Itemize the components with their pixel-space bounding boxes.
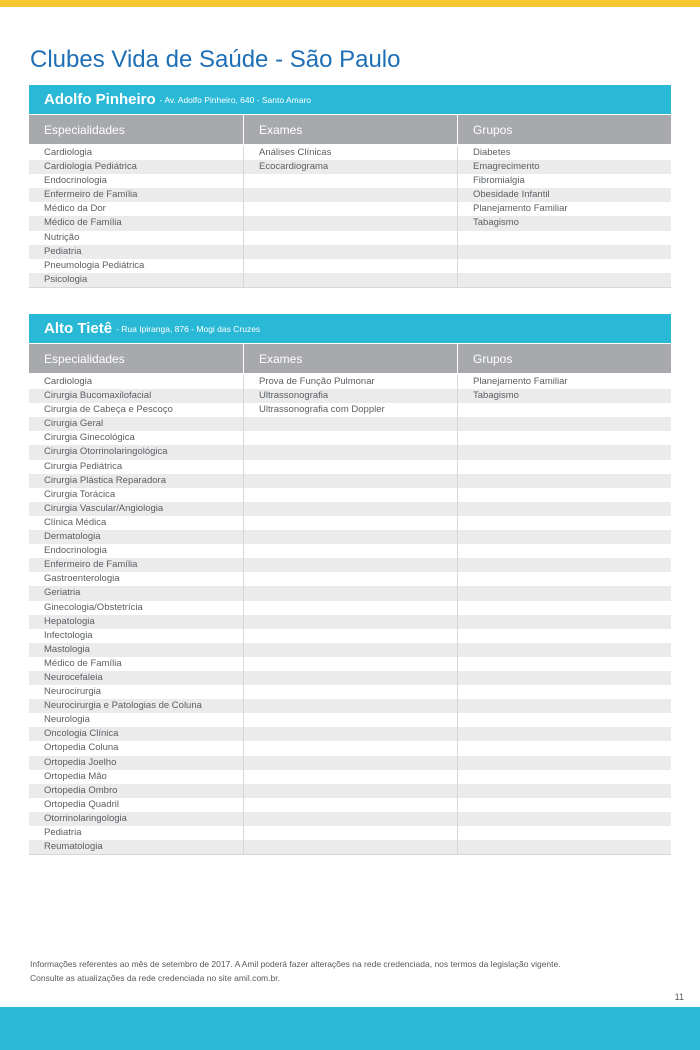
- cell-exame: [243, 741, 457, 755]
- cell-especialidade: Cirurgia Geral: [44, 418, 104, 430]
- cell-grupo: [457, 727, 671, 741]
- cell-exame: Ecocardiograma: [243, 160, 457, 174]
- cell-grupo: [457, 572, 671, 586]
- table-row: [29, 558, 671, 572]
- cell-especialidade: Endocrinologia: [44, 175, 107, 187]
- cell-grupo: [457, 713, 671, 727]
- table-row: [29, 657, 671, 671]
- table-row: [29, 812, 671, 826]
- cell-grupo: Planejamento Familiar: [457, 202, 671, 216]
- cell-especialidade: Médico de Família: [44, 217, 122, 229]
- table-body: [29, 146, 671, 287]
- cell-exame: [243, 188, 457, 202]
- clinic-section-adolfo-pinheiro: [29, 85, 671, 288]
- table-row: [29, 699, 671, 713]
- cell-grupo: [457, 671, 671, 685]
- cell-grupo: Obesidade Infantil: [457, 188, 671, 202]
- column-header-grupos: Grupos: [458, 115, 671, 144]
- table-row: [29, 417, 671, 431]
- cell-exame: [243, 586, 457, 600]
- table-row: [29, 474, 671, 488]
- cell-exame: [243, 727, 457, 741]
- cell-grupo: [457, 231, 671, 245]
- table-row: [29, 488, 671, 502]
- cell-exame: [243, 460, 457, 474]
- cell-exame: [243, 770, 457, 784]
- table-row: [29, 826, 671, 840]
- table-row: [29, 601, 671, 615]
- column-header-grupos: Grupos: [458, 344, 671, 373]
- cell-grupo: Diabetes: [457, 146, 671, 160]
- cell-grupo: [457, 460, 671, 474]
- table-row: [29, 259, 671, 273]
- cell-exame: [243, 231, 457, 245]
- cell-exame: [243, 417, 457, 431]
- cell-grupo: [457, 259, 671, 273]
- cell-exame: [243, 202, 457, 216]
- cell-especialidade: Neurocirurgia e Patologias de Coluna: [44, 700, 202, 712]
- cell-grupo: [457, 245, 671, 259]
- cell-grupo: [457, 643, 671, 657]
- cell-grupo: [457, 756, 671, 770]
- table-row: [29, 840, 671, 854]
- cell-grupo: [457, 445, 671, 459]
- clinic-name: Alto Tietê: [44, 320, 113, 337]
- cell-grupo: [457, 615, 671, 629]
- cell-exame: [243, 756, 457, 770]
- table-row: [29, 629, 671, 643]
- table-row: [29, 516, 671, 530]
- cell-exame: [243, 713, 457, 727]
- cell-especialidade: Clínica Médica: [44, 516, 107, 528]
- cell-especialidade: Hepatologia: [44, 615, 95, 627]
- cell-grupo: [457, 403, 671, 417]
- cell-grupo: [457, 273, 671, 287]
- table-row: [29, 174, 671, 188]
- cell-exame: [243, 216, 457, 230]
- cell-especialidade: Geriatria: [44, 587, 81, 599]
- cell-grupo: [457, 685, 671, 699]
- cell-exame: [243, 671, 457, 685]
- table-row: [29, 671, 671, 685]
- cell-exame: [243, 601, 457, 615]
- cell-grupo: [457, 544, 671, 558]
- cell-especialidade: Oncologia Clínica: [44, 728, 119, 740]
- table-row: [29, 202, 671, 216]
- cell-grupo: [457, 699, 671, 713]
- cell-especialidade: Enfermeiro de Família: [44, 189, 138, 201]
- cell-exame: [243, 784, 457, 798]
- table-body: [29, 375, 671, 854]
- cell-especialidade: Ortopedia Ombro: [44, 784, 118, 796]
- table-row: [29, 784, 671, 798]
- cell-grupo: Fibromialgia: [457, 174, 671, 188]
- cell-exame: [243, 474, 457, 488]
- cell-grupo: [457, 516, 671, 530]
- cell-exame: [243, 798, 457, 812]
- table-row: [29, 572, 671, 586]
- cell-grupo: [457, 601, 671, 615]
- column-header-exames: Exames: [244, 115, 457, 144]
- table-row: [29, 727, 671, 741]
- cell-grupo: Tabagismo: [457, 216, 671, 230]
- cell-exame: [243, 826, 457, 840]
- table-row: [29, 544, 671, 558]
- cell-grupo: [457, 629, 671, 643]
- cell-especialidade: Pediatria: [44, 245, 82, 257]
- cell-exame: [243, 245, 457, 259]
- cell-especialidade: Ortopedia Mão: [44, 770, 107, 782]
- cell-exame: [243, 572, 457, 586]
- cell-especialidade: Cirurgia Vascular/Angiologia: [44, 502, 164, 514]
- cell-grupo: [457, 812, 671, 826]
- cell-grupo: [457, 586, 671, 600]
- cell-grupo: [457, 431, 671, 445]
- cell-especialidade: Nutrição: [44, 231, 80, 243]
- cell-exame: [243, 629, 457, 643]
- cell-especialidade: Médico de Família: [44, 657, 122, 669]
- table-row: [29, 460, 671, 474]
- cell-exame: [243, 445, 457, 459]
- cell-exame: [243, 685, 457, 699]
- cell-exame: Análises Clínicas: [243, 146, 457, 160]
- cell-especialidade: Dermatologia: [44, 531, 101, 543]
- cell-especialidade: Neurocefaleia: [44, 671, 103, 683]
- cell-especialidade: Cardiologia Pediátrica: [44, 161, 137, 173]
- cell-especialidade: Infectologia: [44, 629, 93, 641]
- cell-grupo: [457, 417, 671, 431]
- column-header-exames: Exames: [244, 344, 457, 373]
- cell-exame: [243, 558, 457, 572]
- cell-grupo: [457, 798, 671, 812]
- cell-especialidade: Cardiologia: [44, 147, 93, 158]
- clinic-header: [29, 85, 671, 114]
- table-row: [29, 756, 671, 770]
- table-row: [29, 445, 671, 459]
- cell-especialidade: Mastologia: [44, 643, 90, 655]
- cell-especialidade: Ortopedia Coluna: [44, 742, 119, 754]
- cell-exame: [243, 544, 457, 558]
- cell-especialidade: Neurocirurgia: [44, 686, 102, 698]
- clinic-section-alto-tiete: [29, 314, 671, 855]
- cell-especialidade: Cirurgia de Cabeça e Pescoço: [44, 404, 173, 416]
- cell-grupo: [457, 840, 671, 854]
- cell-grupo: [457, 784, 671, 798]
- table-row: [29, 502, 671, 516]
- table-row: [29, 245, 671, 259]
- table-row: [29, 770, 671, 784]
- cell-grupo: [457, 770, 671, 784]
- table-row: [29, 713, 671, 727]
- cell-exame: [243, 615, 457, 629]
- table-row: [29, 273, 671, 287]
- cell-especialidade: Psicologia: [44, 273, 88, 285]
- cell-especialidade: Neurologia: [44, 714, 90, 726]
- table-header: [29, 115, 671, 144]
- bottom-brand-bar: [0, 1007, 700, 1050]
- table-row: [29, 741, 671, 755]
- cell-exame: Ultrassonografia: [243, 389, 457, 403]
- footer-note-line-2: Consulte as atualizações da rede credenciada no site amil.com.br.: [30, 973, 280, 983]
- cell-especialidade: Ortopedia Joelho: [44, 756, 117, 768]
- table-row: [29, 216, 671, 230]
- table-row: [29, 798, 671, 812]
- cell-especialidade: Cirurgia Plástica Reparadora: [44, 474, 166, 486]
- footer-note: [30, 957, 670, 985]
- cell-grupo: [457, 488, 671, 502]
- cell-especialidade: Enfermeiro de Família: [44, 559, 138, 571]
- table-row: [29, 530, 671, 544]
- cell-exame: [243, 699, 457, 713]
- clinic-address: - Av. Adolfo Pinheiro, 640 - Santo Amaro: [159, 94, 312, 105]
- cell-especialidade: Endocrinologia: [44, 545, 107, 557]
- cell-exame: [243, 259, 457, 273]
- top-accent-bar: [0, 0, 700, 7]
- cell-exame: [243, 174, 457, 188]
- table-row: [29, 403, 671, 417]
- clinic-header: [29, 314, 671, 343]
- cell-grupo: [457, 657, 671, 671]
- table-row: [29, 188, 671, 202]
- cell-especialidade: Cardiologia: [44, 376, 93, 387]
- clinic-address: - Rua Ipiranga, 876 - Mogi das Cruzes: [116, 323, 261, 334]
- cell-especialidade: Cirurgia Torácica: [44, 488, 116, 500]
- table-row: [29, 643, 671, 657]
- cell-grupo: [457, 741, 671, 755]
- column-header-especialidades: Especialidades: [29, 115, 243, 144]
- cell-exame: [243, 431, 457, 445]
- cell-exame: [243, 643, 457, 657]
- cell-especialidade: Médico da Dor: [44, 203, 106, 215]
- footer-note-line-1: Informações referentes ao mês de setembro de 2017. A Amil poderá fazer alterações na rede credenciada, nos termos da legislação vigente.: [30, 959, 561, 969]
- cell-grupo: Tabagismo: [457, 389, 671, 403]
- cell-especialidade: Ginecologia/Obstetrícia: [44, 601, 143, 613]
- cell-especialidade: Reumatologia: [44, 841, 103, 853]
- cell-exame: [243, 502, 457, 516]
- cell-especialidade: Otorrinolaringologia: [44, 812, 127, 824]
- table-row: [29, 615, 671, 629]
- cell-grupo: [457, 558, 671, 572]
- cell-grupo: [457, 502, 671, 516]
- cell-exame: [243, 657, 457, 671]
- table-row: [29, 231, 671, 245]
- column-header-especialidades: Especialidades: [29, 344, 243, 373]
- cell-grupo: [457, 530, 671, 544]
- cell-especialidade: Cirurgia Pediátrica: [44, 460, 123, 472]
- cell-especialidade: Pneumologia Pediátrica: [44, 259, 145, 271]
- table-row: [29, 586, 671, 600]
- cell-especialidade: Gastroenterologia: [44, 573, 120, 585]
- cell-especialidade: Ortopedia Quadril: [44, 798, 119, 810]
- cell-exame: Ultrassonografia com Doppler: [243, 403, 457, 417]
- cell-exame: [243, 516, 457, 530]
- table-bottom-divider: [29, 287, 671, 288]
- table-row: [29, 160, 671, 174]
- table-row: [29, 146, 671, 160]
- table-bottom-divider: [29, 854, 671, 855]
- clinic-name: Adolfo Pinheiro: [44, 91, 156, 108]
- table-row: [29, 431, 671, 445]
- cell-exame: [243, 530, 457, 544]
- cell-especialidade: Cirurgia Bucomaxilofacial: [44, 390, 152, 402]
- table-row: [29, 685, 671, 699]
- cell-grupo: [457, 826, 671, 840]
- cell-exame: [243, 273, 457, 287]
- cell-grupo: [457, 474, 671, 488]
- cell-exame: [243, 812, 457, 826]
- cell-grupo: Emagrecimento: [457, 160, 671, 174]
- cell-especialidade: Cirurgia Otorrinolaringológica: [44, 446, 168, 458]
- cell-exame: [243, 840, 457, 854]
- page-number: 11: [674, 992, 684, 1002]
- table-header: [29, 344, 671, 373]
- cell-grupo: Planejamento Familiar: [457, 375, 671, 389]
- table-row: [29, 389, 671, 403]
- cell-exame: [243, 488, 457, 502]
- page-title: Clubes Vida de Saúde - São Paulo: [30, 46, 401, 74]
- cell-especialidade: Pediatria: [44, 827, 82, 838]
- table-row: [29, 375, 671, 389]
- cell-especialidade: Cirurgia Ginecológica: [44, 432, 135, 444]
- cell-exame: Prova de Função Pulmonar: [243, 375, 457, 389]
